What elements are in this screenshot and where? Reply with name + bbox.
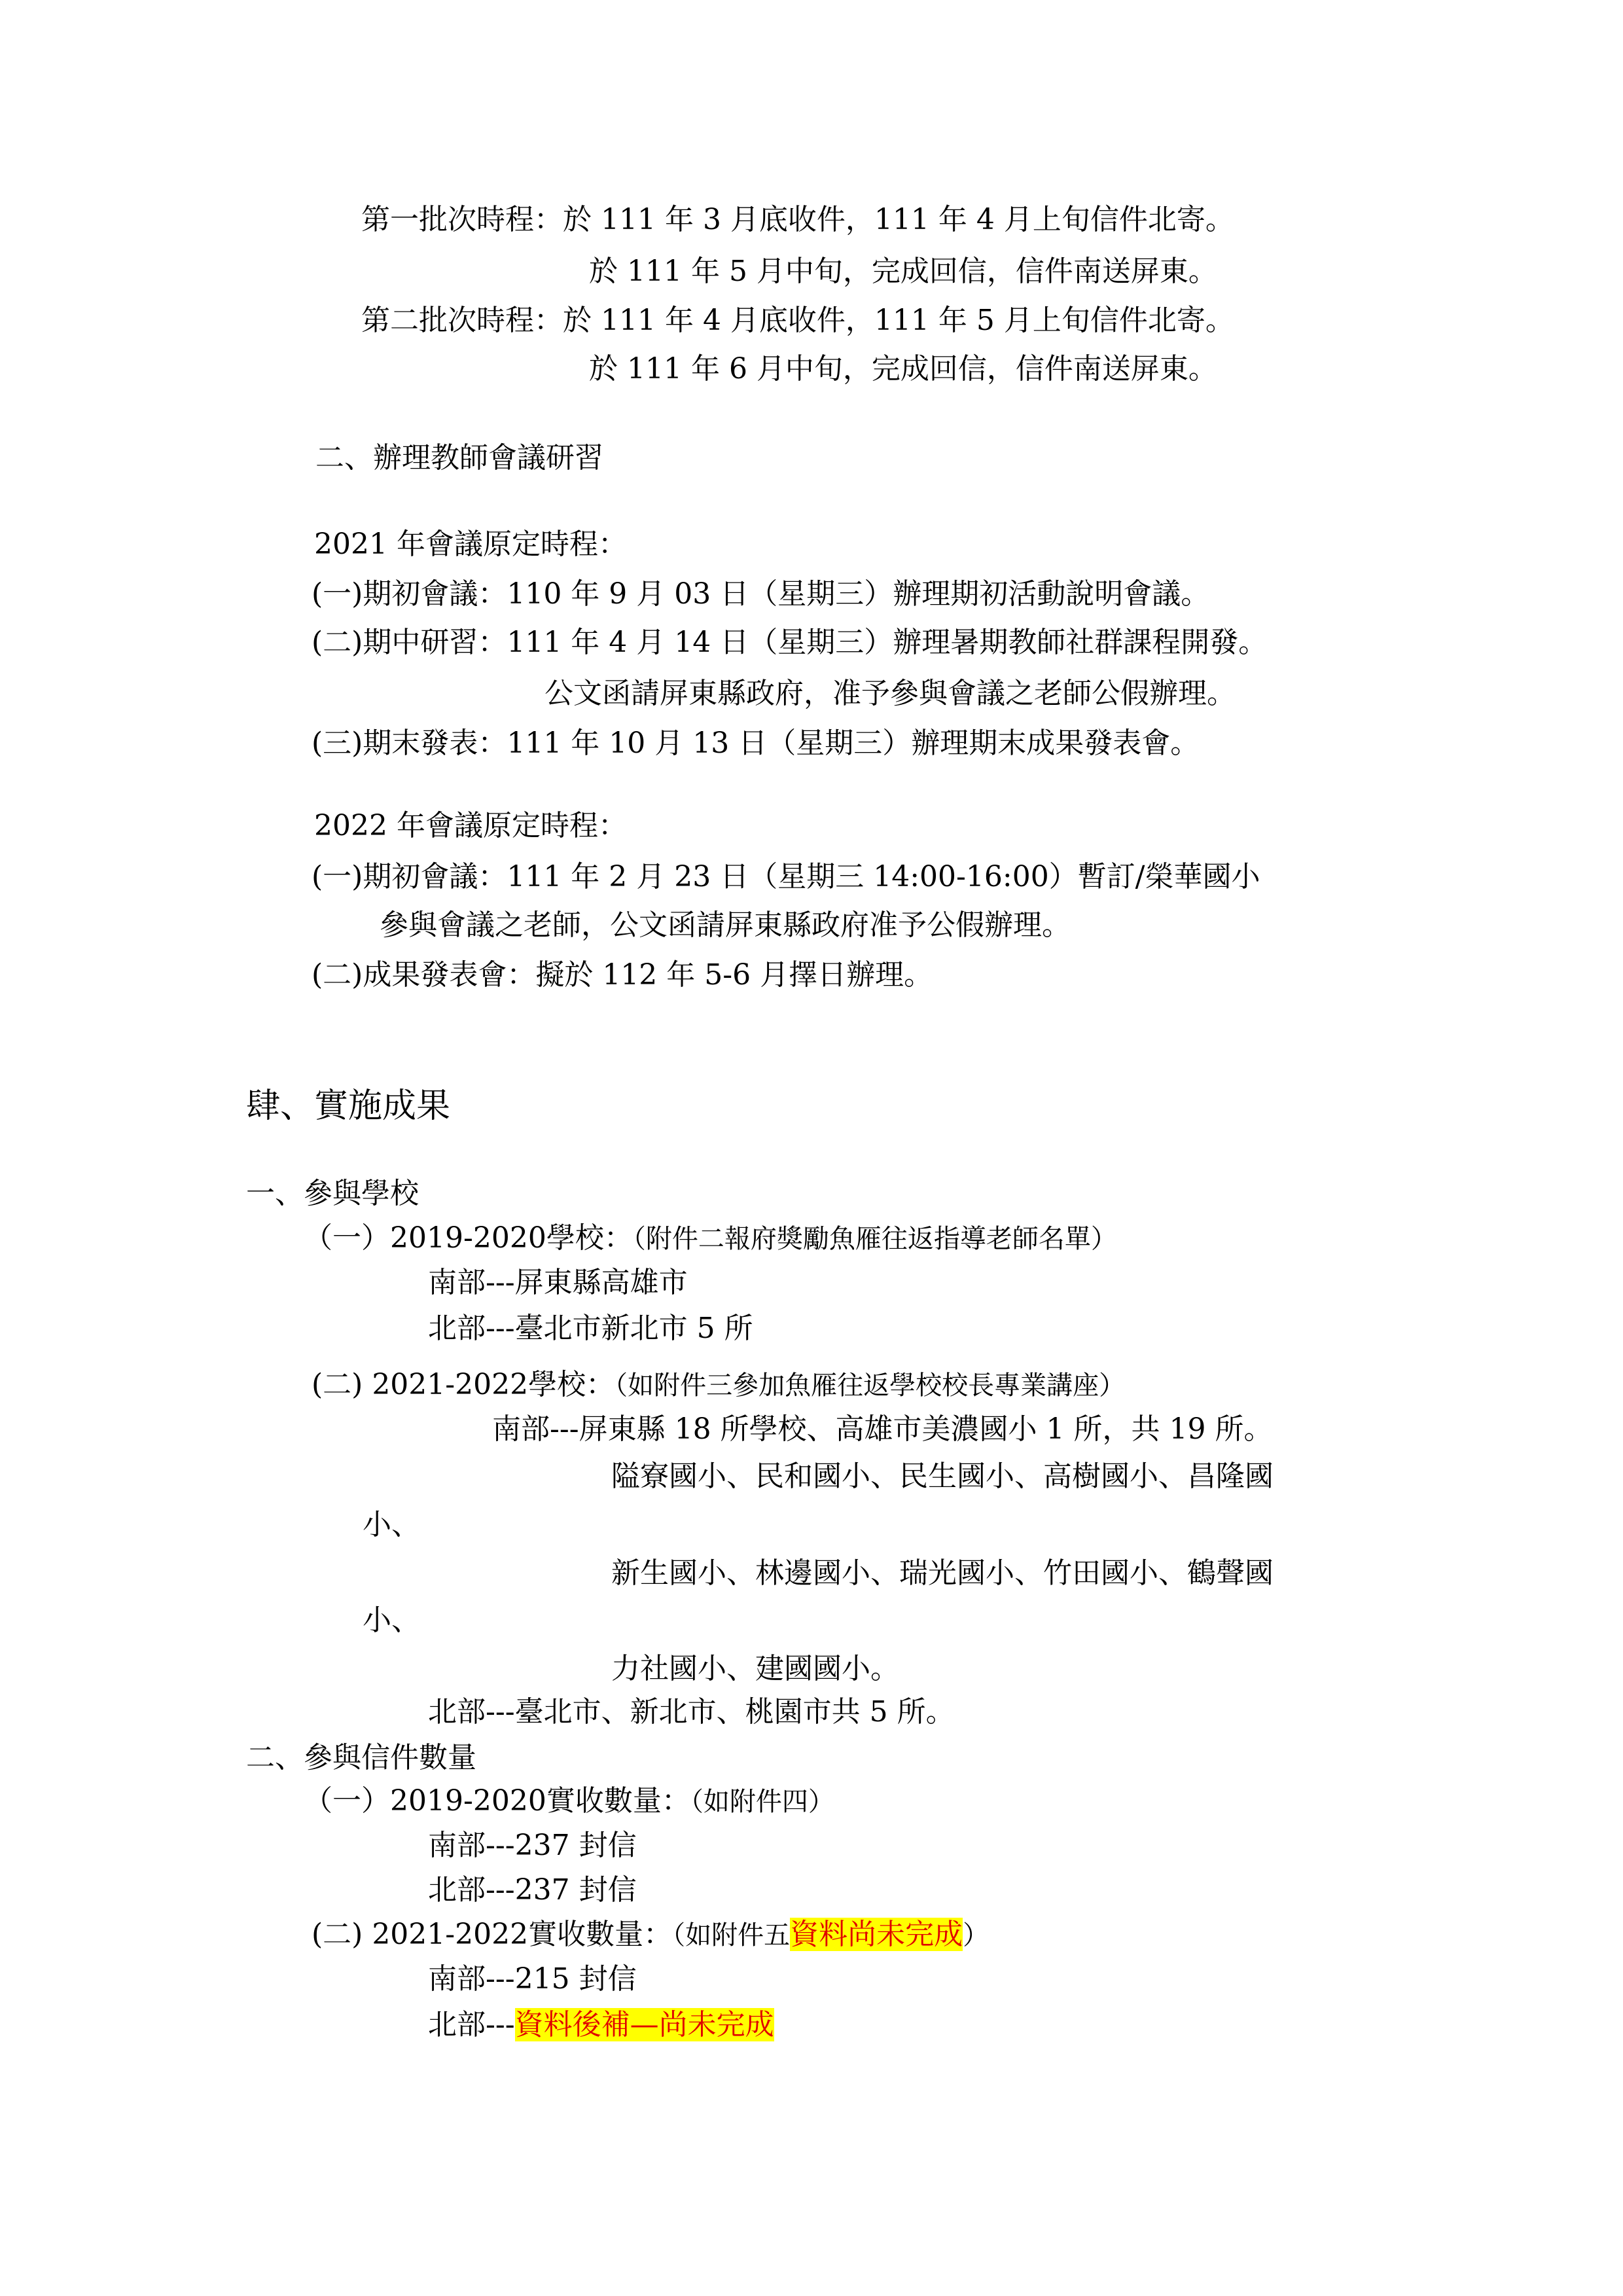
schedule-batch2-line2: 於 111 年 6 月中旬，完成回信，信件南送屏東。 [589, 352, 1217, 386]
schools-2019-north: 北部---臺北市新北市 5 所 [428, 1312, 753, 1345]
schools-2021-line [312, 1365, 1125, 1405]
letters-2021-line [312, 1915, 989, 1955]
letters-2021-note-end: ） [963, 1920, 990, 1950]
meetings-2022-item-1-cont: 參與會議之老師，公文函請屏東縣政府准予公假辦理。 [380, 908, 1071, 942]
letters-2019-line [304, 1782, 834, 1821]
meetings-2021-item-2: (二)期中研習：111 年 4 月 14 日（星期三）辦理暑期教師社群課程開發。 [312, 626, 1268, 659]
highlight-incomplete: 資料尚未完成 [790, 1918, 963, 1951]
schools-2021-south: 南部---屏東縣 18 所學校、高雄市美濃國小 1 所，共 19 所。 [492, 1412, 1273, 1446]
letters-heading: 二、參與信件數量 [246, 1741, 476, 1774]
section-title: 肆、實施成果 [246, 1086, 451, 1126]
letters-2019-north: 北部---237 封信 [428, 1873, 637, 1907]
letters-2021-south: 南部---215 封信 [428, 1962, 637, 1996]
letters-2019-note: （如附件四） [690, 1787, 834, 1817]
schools-2021-list-2-wrap: 小、 [363, 1604, 420, 1637]
schools-2019-line [304, 1219, 1117, 1259]
schedule-batch2-line: 第二批次時程：於 111 年 4 月底收件，111 年 5 月上旬信件北寄。 [361, 304, 1234, 337]
letters-2021-north [428, 2005, 774, 2045]
schools-heading: 一、參與學校 [246, 1177, 419, 1210]
meetings-2022-item-1: (一)期初會議：111 年 2 月 23 日（星期三 14:00-16:00）暫訂/榮華國小 [312, 860, 1260, 893]
meetings-2021-item-1: (一)期初會議：110 年 9 月 03 日（星期三）辦理期初活動說明會議。 [312, 577, 1210, 611]
schedule-batch1-line: 第一批次時程：於 111 年 3 月底收件，111 年 4 月上旬信件北寄。 [361, 203, 1234, 236]
schools-2019-note: （附件二報府獎勵魚雁往返指導老師名單） [632, 1224, 1117, 1254]
meetings-2021-title: 2021 年會議原定時程： [314, 528, 627, 561]
meetings-2021-item-2-cont: 公文函請屏東縣政府，准予參與會議之老師公假辦理。 [544, 677, 1236, 710]
highlight-pending: 資料後補—尚未完成 [514, 2008, 774, 2041]
letters-2021-note: （如附件五 [672, 1920, 791, 1950]
schools-2021-list-1-wrap: 小、 [363, 1508, 420, 1541]
letters-2019-label: （一）2019-2020實收數量： [304, 1784, 690, 1818]
schools-2021-note: （如附件三參加魚雁往返學校校長專業講座） [615, 1371, 1126, 1401]
meetings-2022-title: 2022 年會議原定時程： [314, 809, 627, 842]
schools-2021-list-3: 力社國小、建國國小。 [611, 1652, 899, 1685]
schools-2019-south: 南部---屏東縣高雄市 [428, 1266, 688, 1299]
schools-2021-list-1: 隘寮國小、民和國小、民生國小、高樹國小、昌隆國 [611, 1460, 1274, 1493]
letters-2019-south: 南部---237 封信 [428, 1829, 637, 1862]
schools-2021-north: 北部---臺北市、新北市、桃園市共 5 所。 [428, 1695, 955, 1729]
schedule-batch1-line2: 於 111 年 5 月中旬，完成回信，信件南送屏東。 [589, 255, 1217, 288]
letters-2021-north-label: 北部--- [428, 2008, 515, 2041]
schools-2021-label: (二) 2021-2022學校： [312, 1368, 615, 1401]
letters-2021-label: (二) 2021-2022實收數量： [312, 1918, 673, 1951]
schools-2019-label: （一）2019-2020學校： [304, 1221, 633, 1255]
meetings-2021-item-3: (三)期末發表：111 年 10 月 13 日（星期三）辦理期末成果發表會。 [312, 726, 1200, 760]
meetings-heading: 二、辦理教師會議研習 [315, 441, 603, 475]
meetings-2022-item-2: (二)成果發表會：擬於 112 年 5-6 月擇日辦理。 [312, 958, 933, 992]
schools-2021-list-2: 新生國小、林邊國小、瑞光國小、竹田國小、鶴聲國 [611, 1556, 1274, 1590]
